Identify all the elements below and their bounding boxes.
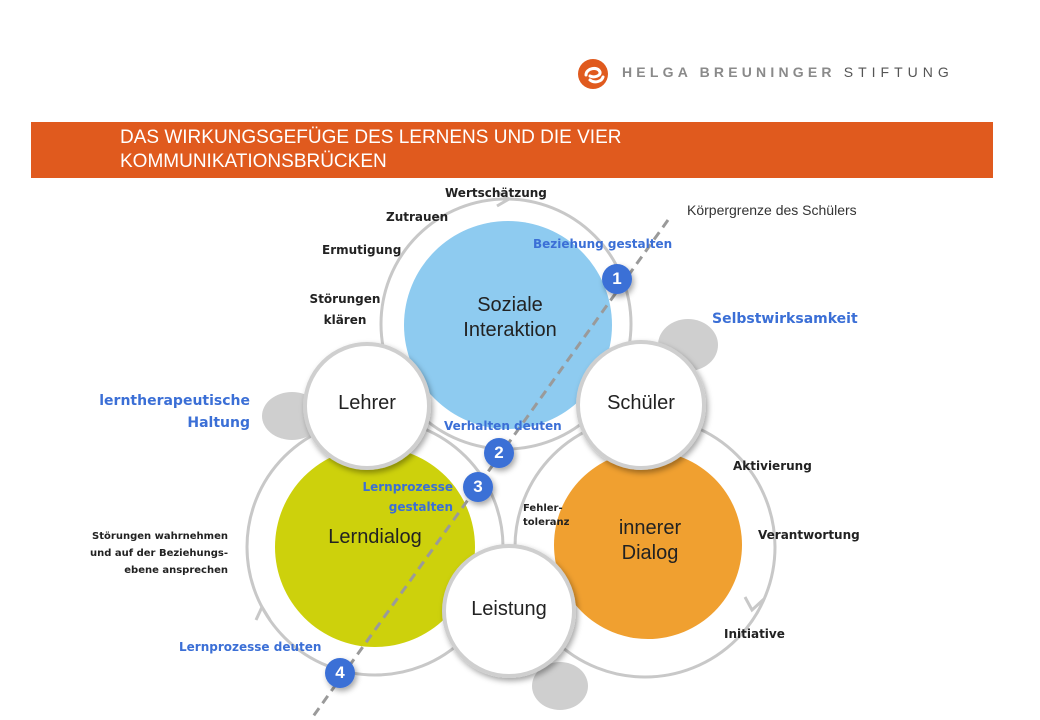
label-lernprozesse-gestalten-line-2: gestalten <box>388 500 453 514</box>
label-stoerungen-wahrnehmen-line-1: Störungen wahrnehmen <box>92 531 228 542</box>
badge-2-number: 2 <box>494 443 504 462</box>
label-stoerungen-wahrnehmen <box>60 528 228 579</box>
label-verhalten-deuten: Verhalten deuten <box>444 419 562 433</box>
label-fehlertoleranz <box>523 502 569 530</box>
label-stoerungen-klaeren-line-1: Störungen <box>309 292 381 306</box>
label-stoerungen-wahrnehmen-line-2: und auf der Beziehungs- <box>90 548 228 559</box>
schueler-label: Schüler <box>607 392 675 414</box>
label-verantwortung: Verantwortung <box>758 528 860 542</box>
label-stoerungen-klaeren-line-2: klären <box>323 313 367 327</box>
logo-brand-suffix: STIFTUNG <box>843 64 954 80</box>
label-lernprozesse-gestalten <box>340 477 453 517</box>
label-zutrauen: Zutrauen <box>386 210 449 224</box>
label-ermutigung: Ermutigung <box>322 243 402 257</box>
soziale-interaktion-line-1: Soziale <box>477 294 543 316</box>
soziale-interaktion-line-2: Interaktion <box>463 319 557 341</box>
label-fehlertoleranz-line-1: Fehler- <box>523 503 563 514</box>
innerer-dialog-label <box>580 516 720 566</box>
label-lerntherapeutische-haltung <box>80 390 250 434</box>
lerndialog-label: Lerndialog <box>328 526 422 548</box>
orbit-arrow-left <box>256 607 270 620</box>
page-title-line-1: DAS WIRKUNGSGEFÜGE DES LERNENS UND DIE VIER <box>120 127 622 148</box>
label-lerntherapeutische-line-2: Haltung <box>187 415 250 431</box>
label-lernprozesse-gestalten-line-1: Lernprozesse <box>362 480 453 494</box>
label-selbstwirksamkeit: Selbstwirksamkeit <box>712 311 858 327</box>
badge-4-number: 4 <box>335 663 345 682</box>
innerer-dialog-line-1: innerer <box>618 517 682 539</box>
label-lernprozesse-deuten: Lernprozesse deuten <box>179 640 322 654</box>
innerer-dialog-line-2: Dialog <box>621 542 679 564</box>
logo-brand-name: HELGA BREUNINGER <box>622 64 836 80</box>
label-lerntherapeutische-line-1: lerntherapeutische <box>99 393 250 409</box>
lehrer-label: Lehrer <box>338 392 396 414</box>
page-title-line-2: KOMMUNIKATIONSBRÜCKEN <box>120 151 387 172</box>
leistung-label: Leistung <box>471 598 547 620</box>
label-wertschaetzung: Wertschätzung <box>445 186 547 200</box>
soziale-interaktion-label <box>430 293 590 343</box>
label-stoerungen-wahrnehmen-line-3: ebene ansprechen <box>124 565 228 576</box>
badge-1-number: 1 <box>612 269 622 288</box>
label-fehlertoleranz-line-2: toleranz <box>523 517 570 528</box>
label-initiative: Initiative <box>724 627 785 641</box>
label-beziehung-gestalten: Beziehung gestalten <box>533 237 673 251</box>
label-stoerungen-klaeren <box>300 289 390 331</box>
badge-3-number: 3 <box>473 477 483 496</box>
label-aktivierung: Aktivierung <box>733 459 812 473</box>
label-koerpergrenze: Körpergrenze des Schülers <box>687 202 857 218</box>
